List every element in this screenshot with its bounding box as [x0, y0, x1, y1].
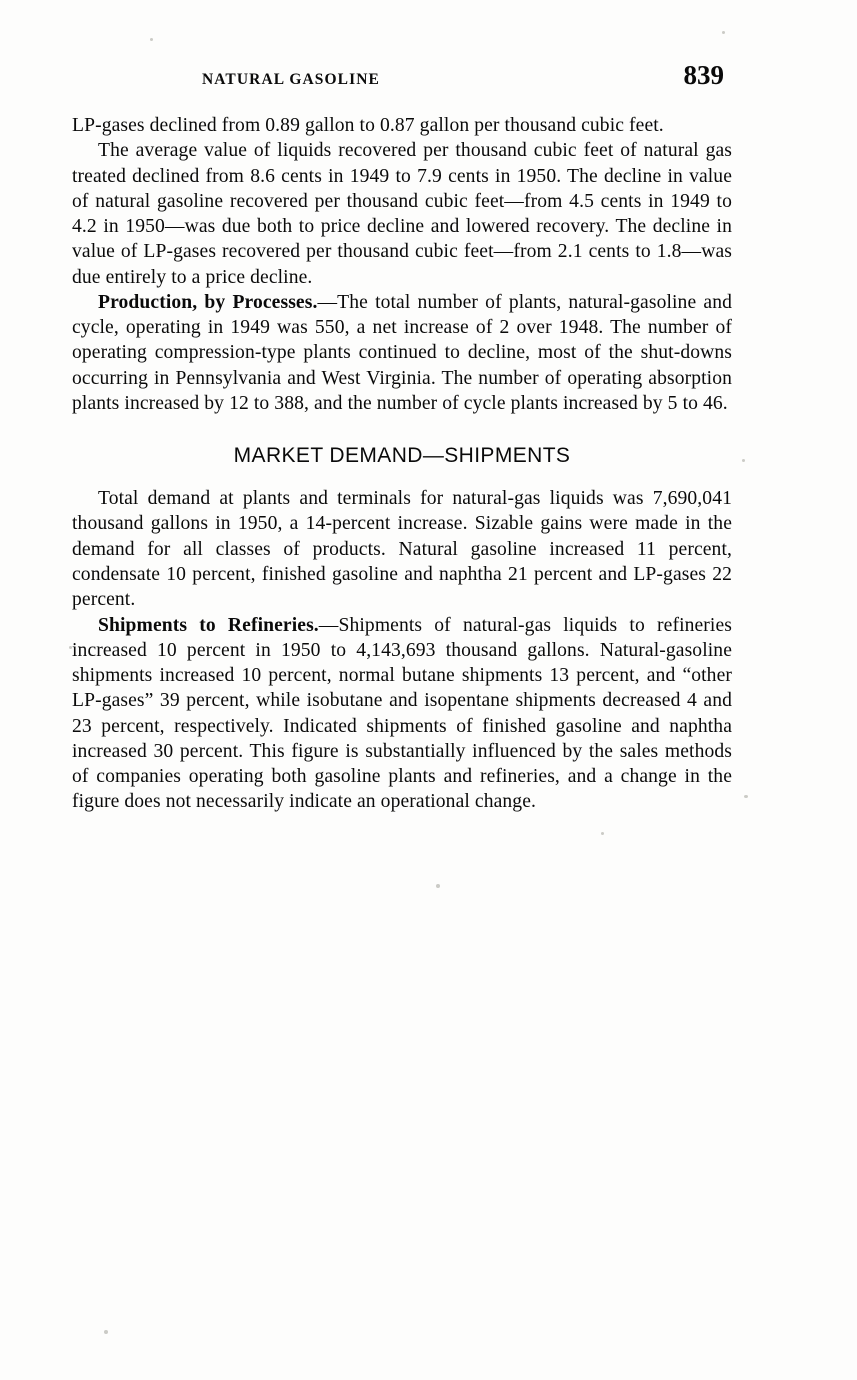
scan-speck: [69, 646, 72, 649]
paragraph-production-by-processes: [72, 290, 732, 416]
paragraph-shipments-to-refineries: [72, 613, 732, 815]
paragraph-production-text: —The total number of plants, natural-gasoline and cycle, operating in 1949 was 550, a net increase of 2 over 1948. The number of operating compression-type plants continued to decline, most of the shut-downs occurring in Pennsylvania and West Virginia. The number of operating absorption plants increased by 12 to 388, and the number of cycle plants increased by 5 to 46.: [72, 291, 732, 414]
scan-speck: [742, 459, 745, 462]
page-content: [72, 60, 732, 815]
section-heading-market-demand: MARKET DEMAND—SHIPMENTS: [233, 444, 571, 468]
scan-speck: [722, 31, 725, 34]
run-in-heading-shipments: Shipments to Refineries.: [98, 614, 319, 636]
running-head: [72, 60, 732, 91]
paragraph-lp-gases-decline: LP-gases declined from 0.89 gallon to 0.87 gallon per thousand cubic feet.: [72, 115, 664, 136]
page-number: 839: [683, 60, 724, 90]
scan-speck: [150, 38, 153, 41]
paragraph-average-value: The average value of liquids recovered per thousand cubic feet of natural gas treated declined from 8.6 cents in 1949 to 7.9 cents in 1950. The decline in value of natural gasoline recovered per thousand cubic feet—from 4.5 cents in 1949 to 4.2 in 1950—was due both to price decline and lowered recovery. The decline in value of LP-gases recovered per thousand cubic feet—from 2.1 cents to 1.8—was due entirely to a price decline.: [72, 140, 732, 288]
scan-speck: [601, 832, 604, 835]
scan-speck: [436, 884, 440, 888]
run-in-heading-production: Production, by Processes.: [98, 291, 318, 313]
paragraph-total-demand: Total demand at plants and terminals for natural-gas liquids was 7,690,041 thousand gallons in 1950, a 14-percent increase. Sizable gains were made in the demand for all classes of products. Natural gasoline increased 11 percent, condensate 10 percent, finished gasoline and naphtha 21 percent and LP-gases 22 percent.: [72, 488, 732, 611]
paragraph-shipments-text: —Shipments of natural-gas liquids to refineries increased 10 percent in 1950 to 4,143,693 thousand gallons. Natural-gasoline shipments increased 10 percent, normal butane shipments 13 percent, and “other LP-gases” 39 percent, while isobutane and isopentane shipments decreased 4 and 23 percent, respectively. Indicated shipments of finished gasoline and naphtha increased 30 percent. This figure is substantially influenced by the sales methods of companies operating both gasoline plants and refineries, and a change in the figure does not necessarily indicate an operational change.: [72, 614, 732, 813]
scan-speck: [744, 795, 748, 798]
running-head-title: NATURAL GASOLINE: [202, 71, 380, 88]
scan-speck: [104, 1330, 108, 1334]
